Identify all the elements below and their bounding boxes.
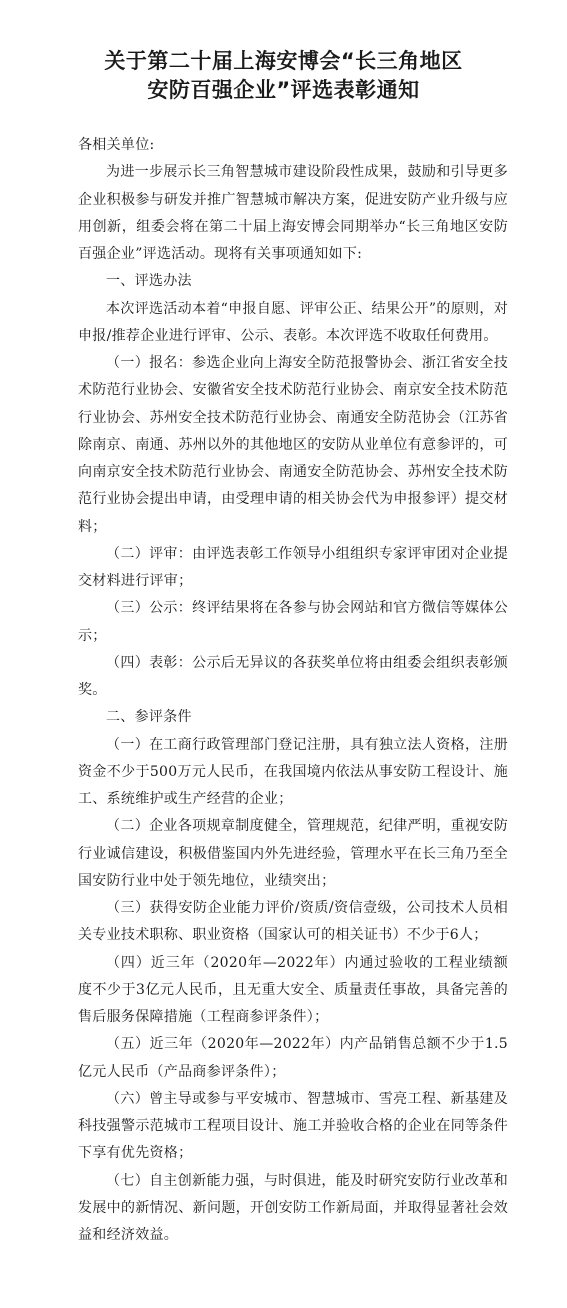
section-2-item: （一）在工商行政管理部门登记注册，具有独立法人资格，注册资金不少于500万元人民币，在我国境内依法从事安防工程设计、施工、系统维护或生产经营的企业； — [78, 736, 508, 807]
section-2-item: （五）近三年（2020年—2022年）内产品销售总额不少于1.5亿元人民币（产品商参评条件）； — [78, 1036, 508, 1080]
section-1-item: （一）报名：参选企业向上海安全防范报警协会、浙江省安全技术防范行业协会、安徽省安全技术防范行业协会、南京安全技术防范行业协会、苏州安全技术防范行业协会、南通安全防范协会（江苏省除南京、南通、苏州以外的其他地区的安防从业单位有意参评的，可向南京安全技术防范行业协会、南通安全防范协会、苏州安全技术防范行业协会提出申请，由受理申请的相关协会代为申报参评）提交材料； — [78, 355, 508, 535]
section-2-item: （七）自主创新能力强，与时俱进，能及时研究安防行业改革和发展中的新情况、新问题，开创安防工作新局面，并取得显著社会效益和经济效益。 — [78, 1172, 508, 1243]
section-1-lead: 本次评选活动本着“申报自愿、评审公正、结果公开”的原则，对申报/推荐企业进行评审、公示、表彰。本次评选不收取任何费用。 — [78, 300, 508, 344]
section-2-item: （六）曾主导或参与平安城市、智慧城市、雪亮工程、新基建及科技强警示范城市工程项目设计、施工并验收合格的企业在同等条件下享有优先资格； — [78, 1090, 508, 1162]
section-1-item: （四）表彰：公示后无异议的各获奖单位将由组委会组织表彰颁奖。 — [78, 654, 508, 698]
section-2-heading: 二、参评条件 — [106, 709, 192, 726]
section-2-item: （四）近三年（2020年—2022年）内通过验收的工程业绩额度不少于3亿元人民币，且无重大安全、质量责任事故，具备完善的售后服务保障措施（工程商参评条件）； — [78, 954, 508, 1025]
section-1-item: （二）评审：由评选表彰工作领导小组组织专家评审团对企业提交材料进行评审； — [78, 545, 508, 589]
section-2-item: （二）企业各项规章制度健全，管理规范，纪律严明，重视安防行业诚信建设，积极借鉴国内外先进经验，管理水平在长三角乃至全国安防行业中处于领先地位，业绩突出； — [78, 818, 508, 889]
document-title-line-1: 关于第二十届上海安博会“长三角地区 — [104, 49, 463, 73]
salutation: 各相关单位: — [78, 137, 155, 153]
section-1-heading: 一、评选办法 — [106, 273, 192, 290]
section-2-item: （三）获得安防企业能力评价/资质/资信壹级，公司技术人员相关专业技术职称、职业资格（国家认可的相关证书）不少于6人； — [78, 900, 508, 944]
document-title-line-2: 安防百强企业”评选表彰通知 — [147, 78, 420, 102]
document-body — [78, 132, 508, 1249]
intro-paragraph: 为进一步展示长三角智慧城市建设阶段性成果，鼓励和引导更多企业积极参与研发并推广智慧城市解决方案，促进安防产业升级与应用创新，组委会将在第二十届上海安博会同期举办“长三角地区安防百强企业”评选活动。现将有关事项通知如下: — [78, 164, 508, 262]
section-1-item: （三）公示：终评结果将在各参与协会网站和官方微信等媒体公示； — [78, 600, 508, 644]
